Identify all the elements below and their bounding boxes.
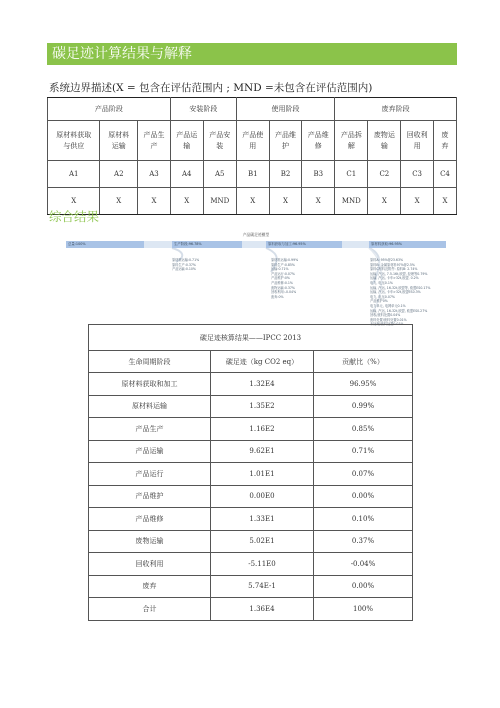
sankey-node-raw-acquisition: 原材料获取:96.95%	[369, 241, 446, 248]
stage-code-cell: A4	[170, 161, 203, 188]
inclusion-cell: X	[48, 188, 100, 215]
footprint-value-cell: 1.16E2	[211, 418, 314, 441]
footprint-value-cell: -5.11E0	[211, 553, 314, 576]
inclusion-cell: X	[302, 188, 335, 215]
stage-code-cell: B1	[236, 161, 269, 188]
stage-name-cell: 废弃	[89, 575, 211, 598]
inclusion-cell: X	[401, 188, 434, 215]
sankey-leaf-label: 原料C材料及附件: 原料B: 2.74%	[370, 267, 418, 272]
carbon-footprint-sankey	[66, 232, 446, 327]
stage-name-cell: 产品维修	[89, 508, 211, 531]
ipcc-results-table	[88, 324, 413, 621]
sankey-leaf-label: 产品维修:0.1%	[271, 280, 293, 285]
stage-cell: 废弃	[433, 121, 456, 161]
stage-code-cell: A5	[203, 161, 236, 188]
footprint-value-cell: 0.00E0	[211, 485, 314, 508]
table-row	[89, 440, 413, 463]
contribution-cell: 0.85%	[314, 418, 413, 441]
table-row	[89, 463, 413, 486]
group-use-stage: 使用阶段	[236, 98, 334, 121]
sankey-leaf-label: 回收利用:-0.04%	[271, 290, 297, 295]
group-installation-stage: 安装阶段	[170, 98, 236, 121]
stage-name-cell: 原材料获取和加工	[89, 373, 211, 396]
inclusion-cell: X	[269, 188, 302, 215]
header-contribution: 贡献比（%）	[314, 351, 413, 373]
stage-cell: 原材料获取与供应	[48, 121, 100, 161]
contribution-cell: 0.00%	[314, 575, 413, 598]
contribution-cell: 0.99%	[314, 395, 413, 418]
stage-name-cell: 合计	[89, 598, 211, 621]
inclusion-cell: X	[100, 188, 138, 215]
footprint-value-cell: 5.74E-1	[211, 575, 314, 598]
sankey-node-total: 总量:100%	[66, 241, 144, 248]
group-product-stage: 产品阶段	[48, 98, 171, 121]
sankey-node-raw-processing: 原料获取与加工:96.95%	[266, 241, 342, 248]
boundary-description-title: 系统边界描述(X = 包含在评估范围内 ; MND =未包含在评估范围内)	[49, 82, 373, 94]
sankey-leaf-label: 原料B: 金属原材料97%@2.5%	[370, 262, 415, 267]
stage-name-cell: 产品运行	[89, 463, 211, 486]
footprint-value-cell: 1.32E4	[211, 373, 314, 396]
results-table-caption: 碳足迹核算结果——IPCC 2013	[89, 325, 413, 351]
stage-name-cell: 产品运输	[89, 440, 211, 463]
inclusion-cell: X	[170, 188, 203, 215]
inclusion-cell: X	[138, 188, 171, 215]
table-row	[89, 418, 413, 441]
sankey-leaf-label: 废料处置/废料处置0.01%	[370, 317, 407, 322]
table-row	[89, 395, 413, 418]
sankey-leaf-label: 运输, 汽运, 7.5-16t,欧盟, 经理等0.79%	[370, 271, 428, 276]
sankey-leaf-label: 运输, 汽运, 16-32t,欧盟等, 欧盟ES0.17%	[370, 285, 431, 290]
stage-cell: 产品维修	[302, 121, 335, 161]
sankey-leaf-label: 废弃:0%	[271, 294, 284, 299]
combined-results-heading: 综合结果	[49, 209, 100, 224]
table-row	[89, 485, 413, 508]
sankey-title: 产品碳足迹模型	[242, 232, 270, 237]
sankey-stage-items	[271, 258, 298, 299]
sankey-leaf-label: 运输, 汽运, 卡车>32t,欧盟, 0.2%	[370, 276, 419, 281]
sankey-leaf-label: 电力, 电压0.07%	[370, 294, 395, 299]
stage-cell: 回收利用	[401, 121, 434, 161]
sankey-leaf-label: 原材料运输:0.99%	[271, 258, 299, 262]
contribution-cell: 0.07%	[314, 463, 413, 486]
table-row	[89, 373, 413, 396]
stage-cell: 原材料运输	[100, 121, 138, 161]
sankey-leaf-label: 产品维护:0%	[271, 276, 290, 281]
footprint-value-cell: 1.33E1	[211, 508, 314, 531]
stage-code-cell: C2	[368, 161, 401, 188]
table-row	[89, 598, 413, 621]
contribution-cell: 100%	[314, 598, 413, 621]
footprint-value-cell: 1.36E4	[211, 598, 314, 621]
inclusion-cell: MND	[203, 188, 236, 215]
contribution-cell: 96.95%	[314, 373, 413, 396]
header-carbon-footprint: 碳足迹（kg CO2 eq）	[211, 351, 314, 373]
sankey-leaf-label: 原料生产:0.37%	[172, 262, 196, 267]
sankey-left-items	[172, 258, 199, 272]
stage-cell: 产品安装	[203, 121, 236, 161]
stage-name-cell: 废物运输	[89, 530, 211, 553]
stage-code-cell: A2	[100, 161, 138, 188]
sankey-node-production: 生产阶段:96.78%	[172, 241, 242, 248]
sankey-leaf-label: 原材料运输:0.71%	[172, 258, 200, 262]
stage-code-cell: C3	[401, 161, 434, 188]
header-lifecycle-stage: 生命周期阶段	[89, 351, 211, 373]
stage-cell: 产品生产	[138, 121, 171, 161]
contribution-cell: 0.00%	[314, 485, 413, 508]
stage-code-cell: A3	[138, 161, 171, 188]
inclusion-cell: X	[433, 188, 456, 215]
table-row	[89, 575, 413, 598]
sankey-leaf-label: 电力单元, 电网单元0.1%	[370, 303, 406, 308]
group-disposal-stage: 废弃阶段	[335, 98, 457, 121]
sankey-leaf-label: 运输:0.71%	[271, 267, 289, 272]
footprint-value-cell: 1.35E2	[211, 395, 314, 418]
inclusion-cell: X	[236, 188, 269, 215]
stage-code-cell: B3	[302, 161, 335, 188]
stage-name-cell: 原材料运输	[89, 395, 211, 418]
section-title-banner: 碳足迹计算结果与解释	[47, 43, 457, 65]
sankey-leaf-label: 产品运输:0.10%	[172, 267, 196, 272]
stage-cell: 废物运输	[368, 121, 401, 161]
footprint-value-cell: 1.01E1	[211, 463, 314, 486]
stage-cell: 产品维护	[269, 121, 302, 161]
footprint-value-cell: 9.62E1	[211, 440, 314, 463]
sankey-leaf-label: 运输, 汽运, 卡车>32t,欧盟ES0.3%	[370, 290, 421, 295]
table-row	[89, 553, 413, 576]
contribution-cell: 0.37%	[314, 530, 413, 553]
stage-name-cell: 产品生产	[89, 418, 211, 441]
sankey-right-items	[370, 258, 430, 327]
stage-cell: 产品拆解	[335, 121, 368, 161]
system-boundary-table	[47, 97, 457, 215]
contribution-cell: 0.71%	[314, 440, 413, 463]
stage-code-cell: C4	[433, 161, 456, 188]
sankey-leaf-label: 电力, 电压0.1%	[370, 280, 393, 285]
sankey-leaf-label: 运输, 汽运, 16-32t,欧盟, 欧盟ES0.27%	[370, 308, 428, 313]
table-row	[89, 508, 413, 531]
stage-code-cell: C1	[335, 161, 368, 188]
stage-cell: 产品使用	[236, 121, 269, 161]
sankey-leaf-label: 原料生产:0.85%	[271, 262, 295, 267]
sankey-leaf-label: 原料A: 95%@23.63%	[370, 258, 404, 262]
stage-name-cell: 回收利用	[89, 553, 211, 576]
inclusion-cell: X	[368, 188, 401, 215]
sankey-leaf-label: 回收/废料处置0.04%	[370, 313, 401, 318]
stage-code-cell: B2	[269, 161, 302, 188]
stage-cell: 产品运输	[170, 121, 203, 161]
sankey-leaf-label: 未处理/废料处置0.01%	[370, 322, 404, 327]
contribution-cell: -0.04%	[314, 553, 413, 576]
stage-name-cell: 产品维护	[89, 485, 211, 508]
table-row	[89, 530, 413, 553]
inclusion-cell: MND	[335, 188, 368, 215]
sankey-leaf-label: 产品维护0%	[370, 299, 388, 304]
contribution-cell: 0.10%	[314, 508, 413, 531]
sankey-leaf-label: 产品运行:0.07%	[271, 271, 295, 276]
footprint-value-cell: 5.02E1	[211, 530, 314, 553]
stage-code-cell: A1	[48, 161, 100, 188]
sankey-leaf-label: 废物运输:0.37%	[271, 285, 295, 290]
